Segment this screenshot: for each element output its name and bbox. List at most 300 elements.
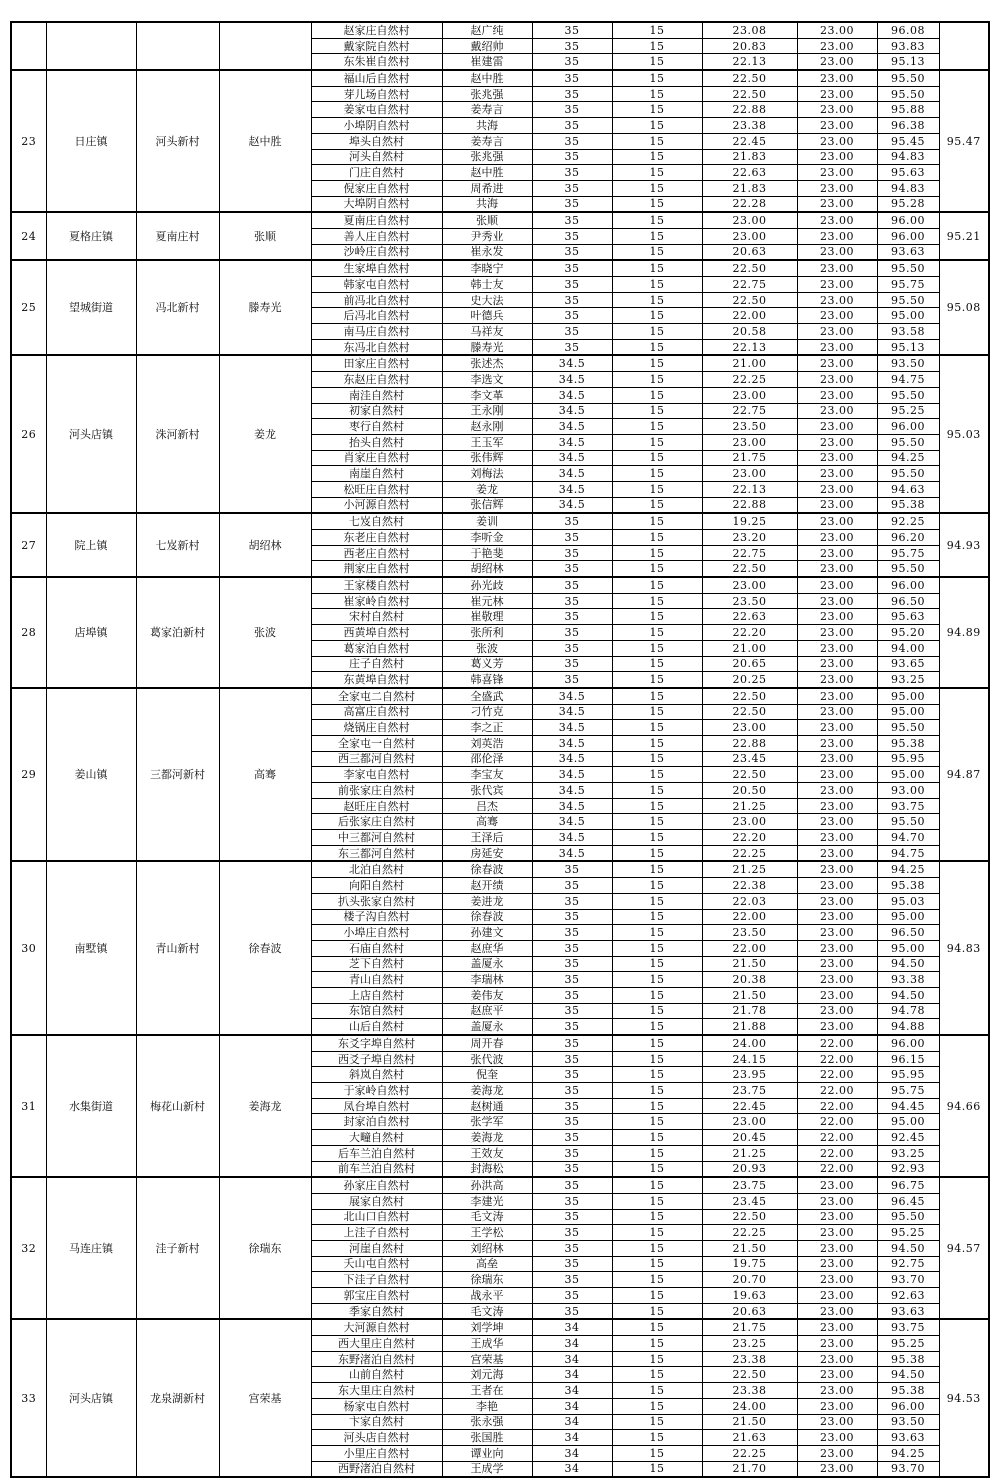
score-total-cell: 93.50 — [877, 355, 939, 371]
natural-village-cell: 全家屯二自然村 — [311, 688, 442, 704]
score-bonus-cell: 23.00 — [797, 909, 877, 925]
score-base-cell: 35 — [532, 1098, 612, 1114]
score-table — [10, 21, 990, 1478]
score-eval-cell: 22.45 — [702, 133, 797, 149]
score-base-cell: 35 — [532, 878, 612, 894]
cadre-name-cell: 赵广纯 — [442, 22, 532, 38]
score-total-cell: 94.50 — [877, 956, 939, 972]
new-village-cell: 龙泉湖新村 — [136, 1319, 219, 1477]
score-total-cell: 93.70 — [877, 1272, 939, 1288]
score-bonus-cell: 23.00 — [797, 339, 877, 355]
score-total-cell: 95.25 — [877, 1336, 939, 1352]
score-bonus-cell: 23.00 — [797, 1336, 877, 1352]
score-total-cell: 95.50 — [877, 814, 939, 830]
natural-village-cell: 赵家庄自然村 — [311, 22, 442, 38]
score-fixed-cell: 15 — [612, 672, 702, 688]
score-bonus-cell: 23.00 — [797, 1225, 877, 1241]
score-fixed-cell: 15 — [612, 783, 702, 799]
score-total-cell: 93.63 — [877, 1303, 939, 1319]
village-leader-cell: 姜龙 — [219, 355, 311, 513]
natural-village-cell: 倪家庄自然村 — [311, 180, 442, 196]
score-base-cell: 34 — [532, 1367, 612, 1383]
score-total-cell: 95.13 — [877, 54, 939, 70]
seq-cell: 32 — [11, 1177, 46, 1319]
village-leader-cell: 滕寿光 — [219, 260, 311, 355]
cadre-name-cell: 周开春 — [442, 1035, 532, 1051]
score-eval-cell: 24.15 — [702, 1051, 797, 1067]
score-base-cell: 34.5 — [532, 497, 612, 513]
table-row — [11, 260, 989, 276]
score-eval-cell: 23.50 — [702, 419, 797, 435]
score-eval-cell: 21.78 — [702, 1003, 797, 1019]
natural-village-cell: 南洼自然村 — [311, 387, 442, 403]
score-fixed-cell: 15 — [612, 133, 702, 149]
score-bonus-cell: 23.00 — [797, 1272, 877, 1288]
score-eval-cell: 23.00 — [702, 466, 797, 482]
score-fixed-cell: 15 — [612, 1303, 702, 1319]
score-base-cell: 35 — [532, 593, 612, 609]
score-total-cell: 96.00 — [877, 228, 939, 244]
score-eval-cell: 22.00 — [702, 909, 797, 925]
score-total-cell: 95.50 — [877, 260, 939, 276]
score-bonus-cell: 22.00 — [797, 1067, 877, 1083]
score-total-cell: 94.50 — [877, 1367, 939, 1383]
natural-village-cell: 大疃自然村 — [311, 1130, 442, 1146]
score-fixed-cell: 15 — [612, 640, 702, 656]
score-base-cell: 35 — [532, 1035, 612, 1051]
table-row — [11, 577, 989, 593]
score-fixed-cell: 15 — [612, 545, 702, 561]
score-eval-cell: 20.63 — [702, 1303, 797, 1319]
average-score-cell: 94.89 — [939, 577, 989, 688]
score-total-cell: 93.83 — [877, 38, 939, 54]
score-base-cell: 34.5 — [532, 403, 612, 419]
score-fixed-cell: 15 — [612, 767, 702, 783]
score-base-cell: 34 — [532, 1445, 612, 1461]
score-eval-cell: 23.38 — [702, 1383, 797, 1399]
score-bonus-cell: 23.00 — [797, 783, 877, 799]
cadre-name-cell: 刘绍林 — [442, 1240, 532, 1256]
score-fixed-cell: 15 — [612, 1256, 702, 1272]
score-bonus-cell: 23.00 — [797, 672, 877, 688]
seq-cell: 28 — [11, 577, 46, 688]
score-fixed-cell: 15 — [612, 165, 702, 181]
score-fixed-cell: 15 — [612, 704, 702, 720]
score-eval-cell: 22.88 — [702, 735, 797, 751]
village-leader-cell: 胡绍林 — [219, 513, 311, 577]
score-base-cell: 34.5 — [532, 481, 612, 497]
cadre-name-cell: 张兆强 — [442, 149, 532, 165]
cadre-name-cell: 共海 — [442, 196, 532, 212]
score-fixed-cell: 15 — [612, 244, 702, 260]
natural-village-cell: 扒头张家自然村 — [311, 893, 442, 909]
score-bonus-cell: 23.00 — [797, 86, 877, 102]
cadre-name-cell: 盖厦永 — [442, 1019, 532, 1035]
score-bonus-cell: 23.00 — [797, 355, 877, 371]
score-fixed-cell: 15 — [612, 387, 702, 403]
score-bonus-cell: 23.00 — [797, 387, 877, 403]
score-fixed-cell: 15 — [612, 530, 702, 546]
cadre-name-cell: 全盛武 — [442, 688, 532, 704]
score-eval-cell: 21.00 — [702, 640, 797, 656]
cadre-name-cell: 张学军 — [442, 1114, 532, 1130]
score-base-cell: 35 — [532, 165, 612, 181]
seq-cell — [11, 22, 46, 70]
score-fixed-cell: 15 — [612, 1019, 702, 1035]
score-eval-cell: 21.25 — [702, 861, 797, 877]
score-total-cell: 92.93 — [877, 1161, 939, 1177]
score-fixed-cell: 15 — [612, 118, 702, 134]
score-total-cell: 94.25 — [877, 1445, 939, 1461]
natural-village-cell: 抬头自然村 — [311, 434, 442, 450]
score-fixed-cell: 15 — [612, 1398, 702, 1414]
score-eval-cell: 21.83 — [702, 149, 797, 165]
natural-village-cell: 东朱崔自然村 — [311, 54, 442, 70]
score-eval-cell: 23.95 — [702, 1067, 797, 1083]
cadre-name-cell: 徐春波 — [442, 861, 532, 877]
natural-village-cell: 西三都河自然村 — [311, 751, 442, 767]
score-total-cell: 95.95 — [877, 751, 939, 767]
score-total-cell: 94.88 — [877, 1019, 939, 1035]
cadre-name-cell: 张顺 — [442, 212, 532, 228]
table-row — [11, 1177, 989, 1193]
score-total-cell: 95.50 — [877, 292, 939, 308]
score-total-cell: 95.50 — [877, 466, 939, 482]
natural-village-cell: 东大里庄自然村 — [311, 1383, 442, 1399]
score-total-cell: 95.75 — [877, 1083, 939, 1099]
new-village-cell: 夏南庄村 — [136, 212, 219, 260]
score-total-cell: 93.25 — [877, 672, 939, 688]
score-base-cell: 35 — [532, 909, 612, 925]
cadre-name-cell: 李瑞林 — [442, 972, 532, 988]
score-fixed-cell: 15 — [612, 308, 702, 324]
score-bonus-cell: 22.00 — [797, 1051, 877, 1067]
natural-village-cell: 东馆自然村 — [311, 1003, 442, 1019]
score-base-cell: 35 — [532, 54, 612, 70]
score-bonus-cell: 23.00 — [797, 1209, 877, 1225]
score-base-cell: 35 — [532, 22, 612, 38]
natural-village-cell: 枣行自然村 — [311, 419, 442, 435]
score-fixed-cell: 15 — [612, 1114, 702, 1130]
score-eval-cell: 20.25 — [702, 672, 797, 688]
seq-cell: 24 — [11, 212, 46, 260]
village-leader-cell: 徐瑞东 — [219, 1177, 311, 1319]
score-bonus-cell: 23.00 — [797, 324, 877, 340]
cadre-name-cell: 毛文涛 — [442, 1209, 532, 1225]
cadre-name-cell: 韩士友 — [442, 277, 532, 293]
score-total-cell: 95.38 — [877, 735, 939, 751]
score-total-cell: 95.00 — [877, 767, 939, 783]
score-bonus-cell: 22.00 — [797, 1145, 877, 1161]
village-leader-cell: 张顺 — [219, 212, 311, 260]
score-eval-cell: 23.00 — [702, 228, 797, 244]
score-bonus-cell: 23.00 — [797, 481, 877, 497]
score-fixed-cell: 15 — [612, 625, 702, 641]
cadre-name-cell: 张代波 — [442, 1051, 532, 1067]
score-total-cell: 95.03 — [877, 893, 939, 909]
score-bonus-cell: 22.00 — [797, 1035, 877, 1051]
score-bonus-cell: 23.00 — [797, 434, 877, 450]
score-total-cell: 95.50 — [877, 1209, 939, 1225]
score-eval-cell: 19.25 — [702, 513, 797, 529]
natural-village-cell: 宋村自然村 — [311, 609, 442, 625]
score-eval-cell: 23.38 — [702, 1351, 797, 1367]
score-bonus-cell: 23.00 — [797, 403, 877, 419]
cadre-name-cell: 盖厦永 — [442, 956, 532, 972]
score-bonus-cell: 23.00 — [797, 956, 877, 972]
score-base-cell: 35 — [532, 70, 612, 86]
score-total-cell: 94.50 — [877, 1240, 939, 1256]
score-eval-cell: 22.25 — [702, 845, 797, 861]
cadre-name-cell: 戴绍帅 — [442, 38, 532, 54]
score-total-cell: 95.75 — [877, 545, 939, 561]
new-village-cell: 冯北新村 — [136, 260, 219, 355]
natural-village-cell: 小埠阴自然村 — [311, 118, 442, 134]
natural-village-cell: 大河源自然村 — [311, 1319, 442, 1335]
score-total-cell: 96.00 — [877, 1398, 939, 1414]
natural-village-cell: 戴家院自然村 — [311, 38, 442, 54]
score-eval-cell: 22.20 — [702, 830, 797, 846]
score-base-cell: 35 — [532, 339, 612, 355]
score-fixed-cell: 15 — [612, 798, 702, 814]
score-base-cell: 35 — [532, 656, 612, 672]
table-row — [11, 70, 989, 86]
cadre-name-cell: 崔永发 — [442, 244, 532, 260]
score-eval-cell: 20.70 — [702, 1272, 797, 1288]
score-base-cell: 35 — [532, 1225, 612, 1241]
score-base-cell: 34.5 — [532, 751, 612, 767]
score-total-cell: 94.25 — [877, 861, 939, 877]
seq-cell: 27 — [11, 513, 46, 577]
average-score-cell — [939, 22, 989, 70]
score-total-cell: 95.50 — [877, 387, 939, 403]
score-total-cell: 96.08 — [877, 22, 939, 38]
score-base-cell: 35 — [532, 1240, 612, 1256]
cadre-name-cell: 赵开绩 — [442, 878, 532, 894]
score-eval-cell: 22.50 — [702, 561, 797, 577]
score-eval-cell: 22.25 — [702, 1445, 797, 1461]
natural-village-cell: 松旺庄自然村 — [311, 481, 442, 497]
score-bonus-cell: 23.00 — [797, 814, 877, 830]
score-bonus-cell: 22.00 — [797, 1130, 877, 1146]
score-total-cell: 93.38 — [877, 972, 939, 988]
score-base-cell: 35 — [532, 292, 612, 308]
score-fixed-cell: 15 — [612, 1209, 702, 1225]
score-total-cell: 93.75 — [877, 798, 939, 814]
cadre-name-cell: 崔元林 — [442, 593, 532, 609]
score-base-cell: 35 — [532, 149, 612, 165]
score-base-cell: 35 — [532, 577, 612, 593]
score-base-cell: 35 — [532, 196, 612, 212]
score-fixed-cell: 15 — [612, 481, 702, 497]
village-leader-cell: 张波 — [219, 577, 311, 688]
score-total-cell: 95.50 — [877, 434, 939, 450]
score-eval-cell: 20.45 — [702, 1130, 797, 1146]
cadre-name-cell: 王学松 — [442, 1225, 532, 1241]
score-base-cell: 34.5 — [532, 767, 612, 783]
table-row — [11, 861, 989, 877]
score-fixed-cell: 15 — [612, 149, 702, 165]
score-eval-cell: 22.50 — [702, 1367, 797, 1383]
natural-village-cell: 石庙自然村 — [311, 940, 442, 956]
score-base-cell: 35 — [532, 244, 612, 260]
cadre-name-cell: 赵庶华 — [442, 940, 532, 956]
natural-village-cell: 楼子沟自然村 — [311, 909, 442, 925]
cadre-name-cell: 周希进 — [442, 180, 532, 196]
score-fixed-cell: 15 — [612, 688, 702, 704]
new-village-cell: 青山新村 — [136, 861, 219, 1035]
score-bonus-cell: 23.00 — [797, 466, 877, 482]
score-base-cell: 35 — [532, 530, 612, 546]
score-fixed-cell: 15 — [612, 372, 702, 388]
score-fixed-cell: 15 — [612, 403, 702, 419]
score-eval-cell: 22.28 — [702, 196, 797, 212]
score-eval-cell: 23.38 — [702, 118, 797, 134]
score-total-cell: 93.65 — [877, 656, 939, 672]
score-bonus-cell: 23.00 — [797, 735, 877, 751]
score-fixed-cell: 15 — [612, 196, 702, 212]
score-eval-cell: 21.50 — [702, 1240, 797, 1256]
score-eval-cell: 22.20 — [702, 625, 797, 641]
score-bonus-cell: 23.00 — [797, 1193, 877, 1209]
score-base-cell: 35 — [532, 609, 612, 625]
table-row — [11, 212, 989, 228]
score-base-cell: 35 — [532, 277, 612, 293]
natural-village-cell: 赵旺庄自然村 — [311, 798, 442, 814]
score-fixed-cell: 15 — [612, 751, 702, 767]
score-eval-cell: 22.63 — [702, 609, 797, 625]
natural-village-cell: 东爻字埠自然村 — [311, 1035, 442, 1051]
score-eval-cell: 19.63 — [702, 1288, 797, 1304]
score-fixed-cell: 15 — [612, 513, 702, 529]
score-total-cell: 96.00 — [877, 419, 939, 435]
natural-village-cell: 夏南庄自然村 — [311, 212, 442, 228]
score-eval-cell: 20.93 — [702, 1161, 797, 1177]
cadre-name-cell: 徐瑞东 — [442, 1272, 532, 1288]
score-total-cell: 95.75 — [877, 277, 939, 293]
score-base-cell: 35 — [532, 513, 612, 529]
score-bonus-cell: 23.00 — [797, 798, 877, 814]
score-base-cell: 35 — [532, 1067, 612, 1083]
score-total-cell: 94.83 — [877, 149, 939, 165]
score-total-cell: 95.25 — [877, 1225, 939, 1241]
natural-village-cell: 肖家庄自然村 — [311, 450, 442, 466]
score-fixed-cell: 15 — [612, 180, 702, 196]
natural-village-cell: 初家自然村 — [311, 403, 442, 419]
natural-village-cell: 河崖自然村 — [311, 1240, 442, 1256]
score-fixed-cell: 15 — [612, 86, 702, 102]
score-fixed-cell: 15 — [612, 972, 702, 988]
score-eval-cell: 22.00 — [702, 308, 797, 324]
score-eval-cell: 21.50 — [702, 956, 797, 972]
score-eval-cell: 22.75 — [702, 545, 797, 561]
score-fixed-cell: 15 — [612, 324, 702, 340]
natural-village-cell: 季家自然村 — [311, 1303, 442, 1319]
town-cell: 日庄镇 — [46, 70, 136, 212]
score-fixed-cell: 15 — [612, 466, 702, 482]
score-total-cell: 93.63 — [877, 1430, 939, 1446]
natural-village-cell: 西野渚泊自然村 — [311, 1461, 442, 1477]
score-base-cell: 34 — [532, 1398, 612, 1414]
score-bonus-cell: 23.00 — [797, 450, 877, 466]
score-eval-cell: 22.00 — [702, 940, 797, 956]
score-total-cell: 92.25 — [877, 513, 939, 529]
score-bonus-cell: 23.00 — [797, 292, 877, 308]
score-eval-cell: 22.50 — [702, 1209, 797, 1225]
cadre-name-cell: 李建光 — [442, 1193, 532, 1209]
cadre-name-cell: 倪奎 — [442, 1067, 532, 1083]
score-bonus-cell: 23.00 — [797, 1177, 877, 1193]
cadre-name-cell: 李艳 — [442, 1398, 532, 1414]
natural-village-cell: 河头店自然村 — [311, 1430, 442, 1446]
score-base-cell: 35 — [532, 1288, 612, 1304]
score-bonus-cell: 23.00 — [797, 497, 877, 513]
village-leader-cell: 高骞 — [219, 688, 311, 862]
cadre-name-cell: 姜伟友 — [442, 987, 532, 1003]
score-total-cell: 96.50 — [877, 925, 939, 941]
town-cell: 河头店镇 — [46, 355, 136, 513]
town-cell: 马连庄镇 — [46, 1177, 136, 1319]
score-eval-cell: 21.75 — [702, 450, 797, 466]
score-fixed-cell: 15 — [612, 1225, 702, 1241]
score-eval-cell: 23.00 — [702, 434, 797, 450]
score-bonus-cell: 23.00 — [797, 1461, 877, 1477]
village-leader-cell: 姜海龙 — [219, 1035, 311, 1177]
score-bonus-cell: 23.00 — [797, 593, 877, 609]
natural-village-cell: 东冯北自然村 — [311, 339, 442, 355]
score-base-cell: 34 — [532, 1351, 612, 1367]
score-base-cell: 35 — [532, 133, 612, 149]
score-fixed-cell: 15 — [612, 861, 702, 877]
score-total-cell: 95.38 — [877, 878, 939, 894]
score-base-cell: 35 — [532, 940, 612, 956]
score-total-cell: 92.75 — [877, 1256, 939, 1272]
score-base-cell: 35 — [532, 1145, 612, 1161]
natural-village-cell: 杨家屯自然村 — [311, 1398, 442, 1414]
cadre-name-cell: 封海松 — [442, 1161, 532, 1177]
cadre-name-cell: 张兆强 — [442, 86, 532, 102]
natural-village-cell: 后张家庄自然村 — [311, 814, 442, 830]
score-eval-cell: 21.50 — [702, 1414, 797, 1430]
village-leader-cell — [219, 22, 311, 70]
natural-village-cell: 西爻子埠自然村 — [311, 1051, 442, 1067]
score-bonus-cell: 23.00 — [797, 830, 877, 846]
score-total-cell: 94.50 — [877, 987, 939, 1003]
score-total-cell: 95.38 — [877, 1383, 939, 1399]
score-total-cell: 95.00 — [877, 1114, 939, 1130]
cadre-name-cell: 胡绍林 — [442, 561, 532, 577]
score-total-cell: 96.00 — [877, 212, 939, 228]
cadre-name-cell: 李听金 — [442, 530, 532, 546]
score-eval-cell: 22.50 — [702, 260, 797, 276]
cadre-name-cell: 王泽后 — [442, 830, 532, 846]
score-fixed-cell: 15 — [612, 434, 702, 450]
score-bonus-cell: 23.00 — [797, 196, 877, 212]
score-base-cell: 35 — [532, 308, 612, 324]
score-fixed-cell: 15 — [612, 561, 702, 577]
score-total-cell: 92.63 — [877, 1288, 939, 1304]
score-base-cell: 35 — [532, 1303, 612, 1319]
score-base-cell: 35 — [532, 1161, 612, 1177]
table-row — [11, 1035, 989, 1051]
new-village-cell: 梅花山新村 — [136, 1035, 219, 1177]
cadre-name-cell: 李宝友 — [442, 767, 532, 783]
score-bonus-cell: 23.00 — [797, 878, 877, 894]
table-row — [11, 513, 989, 529]
score-total-cell: 95.45 — [877, 133, 939, 149]
score-base-cell: 35 — [532, 1256, 612, 1272]
score-total-cell: 96.15 — [877, 1051, 939, 1067]
